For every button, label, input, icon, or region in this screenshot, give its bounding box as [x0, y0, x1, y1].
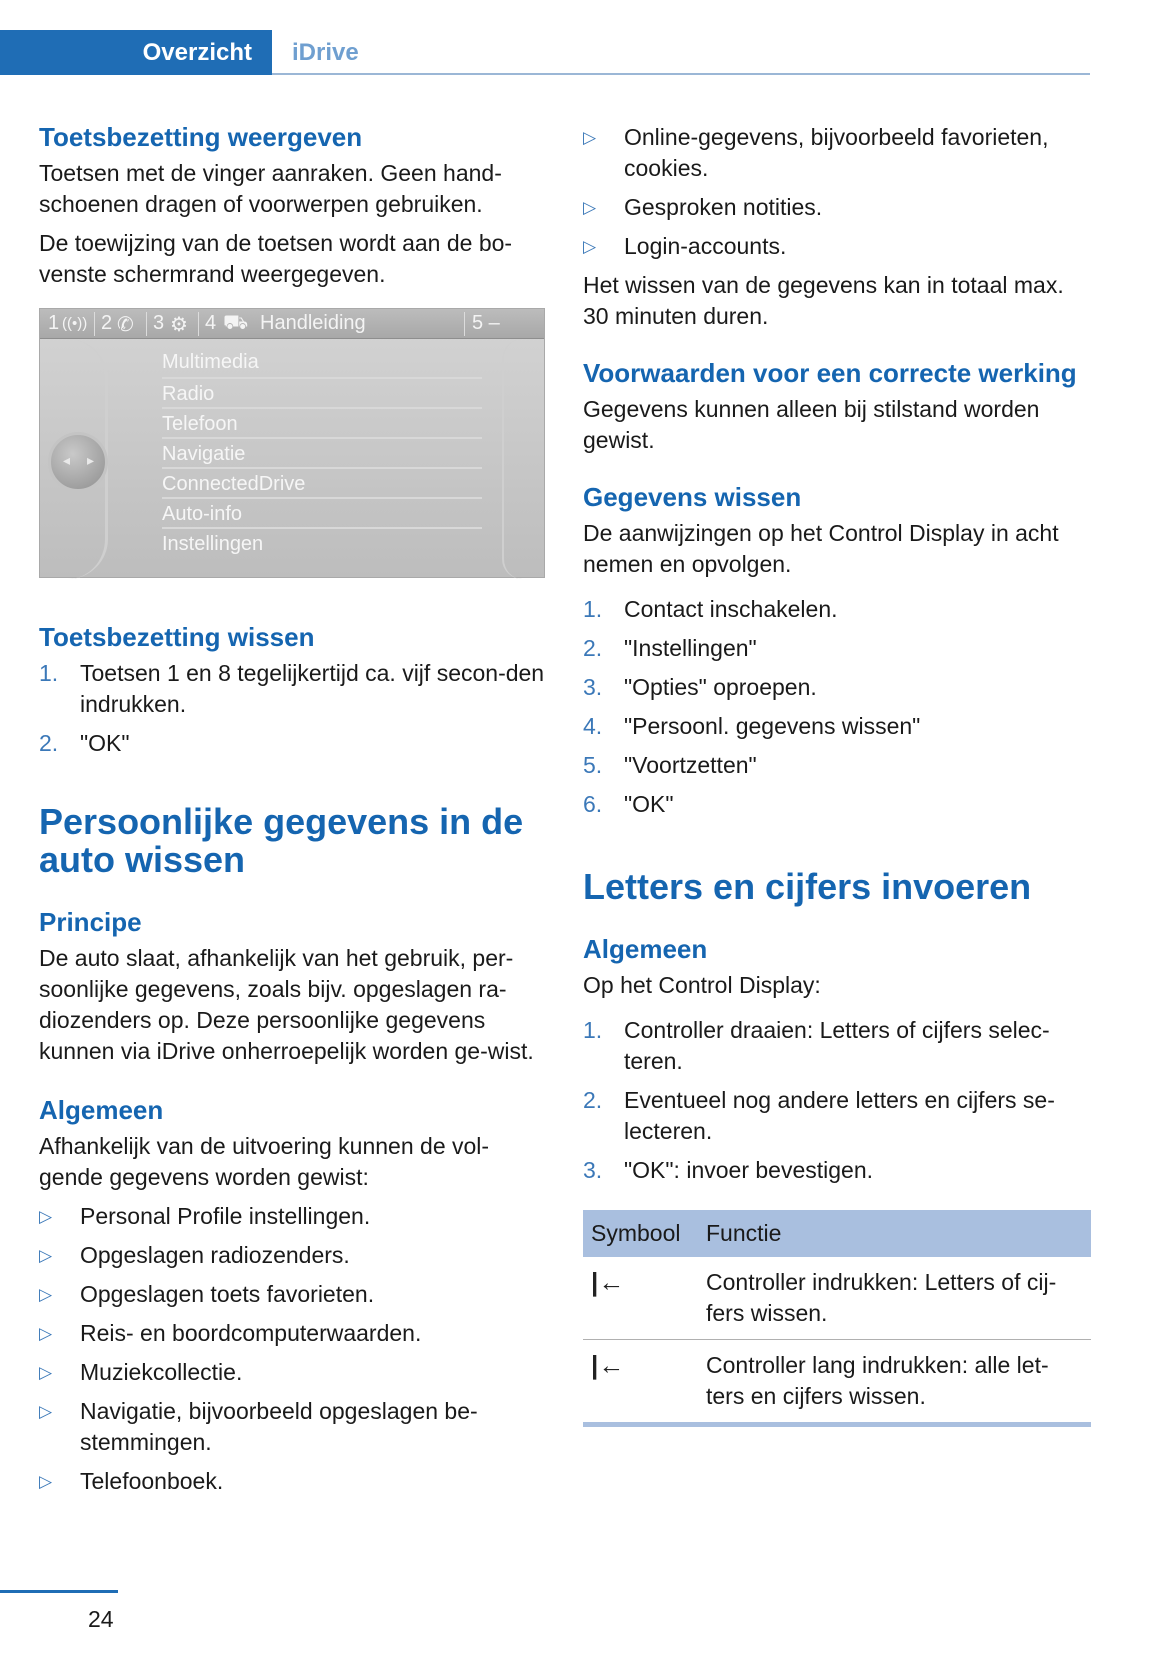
car-icon: ⛟ [223, 312, 249, 334]
list-item: 3. "OK": invoer bevestigen. [583, 1157, 874, 1183]
screen-tab-divider [198, 312, 199, 336]
table-header-functie: Functie [698, 1210, 1091, 1257]
list-item: ▷ Navigatie, bijvoorbeeld opgeslagen be-stemmingen. [39, 1398, 478, 1455]
screen-menu-item: Radio [162, 377, 482, 408]
screen-menu-item: Navigatie [162, 437, 482, 468]
list-item: ▷ Gesproken notities. [583, 192, 1091, 223]
heading-letters-cijfers: Letters en cijfers invoeren [583, 866, 1032, 907]
screen-menu-item: Auto-info [162, 497, 482, 528]
heading-algemeen: Algemeen [39, 1095, 164, 1125]
paragraph-principe: De auto slaat, afhankelijk van het gebruik, per-soonlijke gegevens, zoals bijv. opgeslagen ra-diozenders op. Deze persoonlijke gegevens kunnen via iDrive onherroepelijk worden ge-wist. [39, 945, 534, 1064]
table-cell-functie: Controller lang indrukken: alle let-ters en cijfers wissen. [698, 1340, 1091, 1425]
list-toetsbezetting-wissen [39, 658, 547, 759]
screen-menu-item: Telefoon [162, 407, 482, 438]
screen-tab-2: 2 [101, 312, 113, 334]
list-item: ▷ Login-accounts. [583, 231, 1091, 262]
paragraph-gegevens-wissen: De aanwijzingen op het Control Display in acht nemen en opvolgen. [583, 520, 1059, 577]
arrow-left-icon: ◂ [63, 452, 71, 468]
gear-icon: ⚙ [170, 314, 188, 336]
list-item: 1. Controller draaien: Letters of cijfers selec-teren. [583, 1017, 1050, 1074]
heading-algemeen-invoer: Algemeen [583, 934, 708, 964]
paragraph-voorwaarden: Gegevens kunnen alleen bij stilstand worden gewist. [583, 396, 1040, 453]
control-display-figure [39, 308, 545, 578]
screen-favorite-buttons-bar [40, 309, 544, 339]
screen-tab-divider [146, 312, 147, 336]
paragraph-algemeen: Afhankelijk van de uitvoering kunnen de vol-gende gegevens worden gewist: [39, 1133, 490, 1190]
triangle-bullet-icon: ▷ [583, 198, 597, 217]
heading-voorwaarden: Voorwaarden voor een correcte werking [583, 358, 1077, 388]
triangle-bullet-icon: ▷ [39, 1324, 53, 1343]
list-gegevens-wissen-stappen [583, 594, 1091, 820]
list-item: ▷ Personal Profile instellingen. [39, 1201, 547, 1232]
list-item: ▷ Online-gegevens, bijvoorbeeld favorieten, cookies. [583, 124, 1049, 181]
screen-tab-divider [464, 312, 465, 336]
list-item: 1. Toetsen 1 en 8 tegelijkertijd ca. vijf secon-den indrukken. [39, 660, 545, 717]
list-item: ▷ Opgeslagen toets favorieten. [39, 1279, 547, 1310]
list-invoer-stappen [583, 1015, 1091, 1186]
header-chapter-label: iDrive [292, 39, 359, 66]
screen-menu-item: Multimedia [162, 351, 259, 373]
controller-knob-icon [48, 432, 108, 492]
antenna-icon: ((•)) [62, 315, 88, 332]
triangle-bullet-icon: ▷ [583, 128, 597, 147]
screen-menu-item: ConnectedDrive [162, 467, 482, 498]
paragraph-toetsen-aanraken: Toetsen met de vinger aanraken. Geen hand-schoenen dragen of voorwerpen gebruiken. [39, 160, 502, 217]
triangle-bullet-icon: ▷ [39, 1363, 53, 1382]
list-item: 2. "Instellingen" [583, 635, 757, 661]
screen-menu-item: Instellingen [162, 527, 482, 558]
right-column [583, 122, 1091, 1427]
list-item: ▷ Telefoonboek. [39, 1466, 547, 1497]
list-item: 6. "OK" [583, 791, 674, 817]
list-item: 5. "Voortzetten" [583, 752, 757, 778]
list-gewiste-gegevens [39, 1201, 547, 1497]
table-header-row [583, 1210, 1091, 1257]
symbol-function-table [583, 1210, 1091, 1427]
paragraph-wisduur: Het wissen van de gegevens kan in totaal max. 30 minuten duren. [583, 272, 1064, 329]
table-row [583, 1340, 1091, 1425]
table-cell-functie: Controller indrukken: Letters of cij-fers wissen. [698, 1257, 1091, 1340]
heading-toetsbezetting-weergeven: Toetsbezetting weergeven [39, 122, 363, 152]
screen-tab-3: 3 [153, 312, 165, 334]
table-row [583, 1257, 1091, 1340]
triangle-bullet-icon: ▷ [39, 1246, 53, 1265]
screen-tab-divider [94, 312, 95, 336]
header-section-tab [0, 30, 272, 75]
list-gewiste-gegevens-vervolg [583, 122, 1091, 262]
triangle-bullet-icon: ▷ [39, 1207, 53, 1226]
triangle-bullet-icon: ▷ [39, 1472, 53, 1491]
heading-gegevens-wissen: Gegevens wissen [583, 482, 802, 512]
phone-icon: ✆ [117, 314, 134, 336]
list-item: ▷ Reis- en boordcomputerwaarden. [39, 1318, 547, 1349]
triangle-bullet-icon: ▷ [39, 1285, 53, 1304]
screen-tab-4: 4 [205, 312, 217, 334]
list-item: 1. Contact inschakelen. [583, 596, 838, 622]
backspace-icon: |← [583, 1340, 698, 1425]
triangle-bullet-icon: ▷ [39, 1402, 53, 1421]
table-header-symbool: Symbool [583, 1210, 698, 1257]
heading-toetsbezetting-wissen: Toetsbezetting wissen [39, 622, 315, 652]
heading-persoonlijke-gegevens: Persoonlijke gegevens in de auto wissen [39, 801, 524, 880]
paragraph-toewijzing: De toewijzing van de toetsen wordt aan de bo-venste schermrand weergegeven. [39, 230, 513, 287]
left-column [39, 122, 547, 1505]
heading-principe: Principe [39, 907, 142, 937]
list-item: ▷ Muziekcollectie. [39, 1357, 547, 1388]
list-item: 3. "Opties" oproepen. [583, 674, 817, 700]
paragraph-op-control-display: Op het Control Display: [583, 972, 821, 998]
list-item: 2. Eventueel nog andere letters en cijfers se-lecteren. [583, 1087, 1055, 1144]
list-item: 4. "Persoonl. gegevens wissen" [583, 713, 921, 739]
page-number: 24 [88, 1606, 114, 1632]
footer-rule [0, 1590, 118, 1593]
screen-tab-5: 5 – [472, 312, 500, 334]
list-item: 2. "OK" [39, 730, 130, 756]
screen-tab-handleiding: Handleiding [260, 312, 366, 334]
screen-tab-1: 1 [48, 312, 60, 334]
header-chapter-bar [272, 30, 1090, 75]
screen-right-arc [502, 339, 522, 579]
header-section-label: Overzicht [142, 39, 252, 66]
list-item: ▷ Opgeslagen radiozenders. [39, 1240, 547, 1271]
arrow-right-icon: ▸ [87, 452, 95, 468]
backspace-icon: |← [583, 1257, 698, 1340]
triangle-bullet-icon: ▷ [583, 237, 597, 256]
